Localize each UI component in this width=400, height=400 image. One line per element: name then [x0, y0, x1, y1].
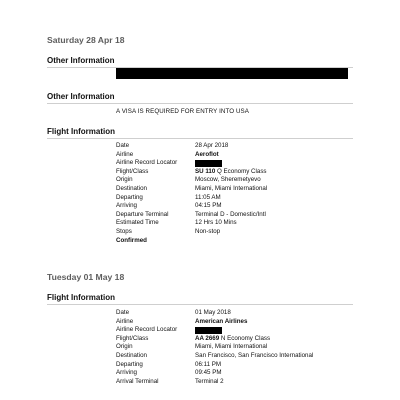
detail-value: 09:45 PM: [195, 369, 222, 377]
flight-number: SU 110: [195, 167, 216, 175]
detail-value: Terminal D - Domestic/Intl: [195, 210, 266, 218]
detail-label: Departure Terminal: [116, 210, 169, 218]
detail-label: Departing: [116, 193, 143, 201]
redacted-block: [116, 68, 348, 79]
detail-value: 06:11 PM: [195, 360, 222, 368]
detail-value: Miami, Miami International: [195, 343, 268, 351]
detail-row-destination: [116, 185, 356, 194]
section-flight-information-2: Flight Information: [47, 293, 353, 305]
detail-row-departure-terminal: [116, 211, 356, 220]
day-heading-2: Tuesday 01 May 18: [47, 272, 125, 282]
detail-value: 28 Apr 2018: [195, 142, 229, 149]
detail-value: Miami, Miami International: [195, 184, 268, 192]
detail-label: Origin: [116, 343, 133, 351]
detail-row-date: [116, 309, 356, 318]
detail-label: Stops: [116, 227, 132, 235]
detail-label: Flight/Class: [116, 334, 149, 342]
detail-row-airline: [116, 318, 356, 327]
day-heading-1: Saturday 28 Apr 18: [47, 35, 125, 45]
detail-label: Airline Record Locator: [116, 326, 178, 334]
detail-value: Non-stop: [195, 227, 221, 235]
detail-label: Departing: [116, 360, 143, 368]
detail-row-estimated-time: [116, 219, 356, 228]
detail-row-departing: [116, 361, 356, 370]
redacted-record-locator: [195, 160, 222, 167]
section-flight-information-1: Flight Information: [47, 127, 353, 139]
flight-class: N Economy Class: [219, 334, 271, 342]
detail-label: Origin: [116, 176, 133, 184]
detail-label: Arriving: [116, 369, 137, 377]
booking-status-row: [116, 237, 356, 246]
detail-value: 01 May 2018: [195, 309, 231, 316]
detail-row-record-locator: [116, 326, 356, 335]
detail-row-origin: [116, 176, 356, 185]
section-other-information-2: Other Information: [47, 92, 353, 104]
detail-label: Arriving: [116, 202, 137, 210]
detail-row-date: [116, 142, 356, 151]
detail-value: San Francisco, San Francisco International: [195, 351, 314, 359]
booking-status: Confirmed: [116, 236, 147, 244]
detail-row-arrival-terminal: [116, 378, 356, 387]
detail-label: Destination: [116, 184, 147, 192]
detail-value: Terminal 2: [195, 377, 224, 385]
detail-row-stops: [116, 228, 356, 237]
visa-note: A VISA IS REQUIRED FOR ENTRY INTO USA: [116, 108, 249, 115]
detail-value: Moscow, Sheremetyevo: [195, 176, 261, 184]
flight-details-2: [116, 309, 356, 386]
airline-name: Aeroflot: [195, 150, 219, 158]
detail-label: Date: [116, 309, 130, 316]
section-other-information-1: Other Information: [47, 56, 353, 68]
detail-row-airline: [116, 151, 356, 160]
detail-label: Estimated Time: [116, 219, 159, 227]
detail-label: Destination: [116, 351, 147, 359]
detail-label: Airline: [116, 150, 134, 158]
detail-row-departing: [116, 194, 356, 203]
detail-value: 12 Hrs 10 Mins: [195, 219, 237, 227]
detail-value: 11:05 AM: [195, 193, 221, 201]
detail-row-origin: [116, 343, 356, 352]
airline-name: American Airlines: [195, 317, 248, 325]
detail-row-destination: [116, 352, 356, 361]
flight-details-1: [116, 142, 356, 245]
detail-row-arriving: [116, 202, 356, 211]
flight-number: AA 2669: [195, 334, 220, 342]
detail-label: Date: [116, 142, 130, 149]
detail-row-flight-class: [116, 335, 356, 344]
detail-label: Airline: [116, 317, 134, 325]
detail-label: Airline Record Locator: [116, 159, 178, 167]
flight-class: Q Economy Class: [215, 167, 267, 175]
detail-row-flight-class: [116, 168, 356, 177]
detail-label: Flight/Class: [116, 167, 149, 175]
detail-row-arriving: [116, 369, 356, 378]
detail-row-record-locator: [116, 159, 356, 168]
detail-value: 04:15 PM: [195, 202, 222, 210]
detail-label: Arrival Terminal: [116, 377, 159, 385]
redacted-record-locator: [195, 327, 222, 334]
